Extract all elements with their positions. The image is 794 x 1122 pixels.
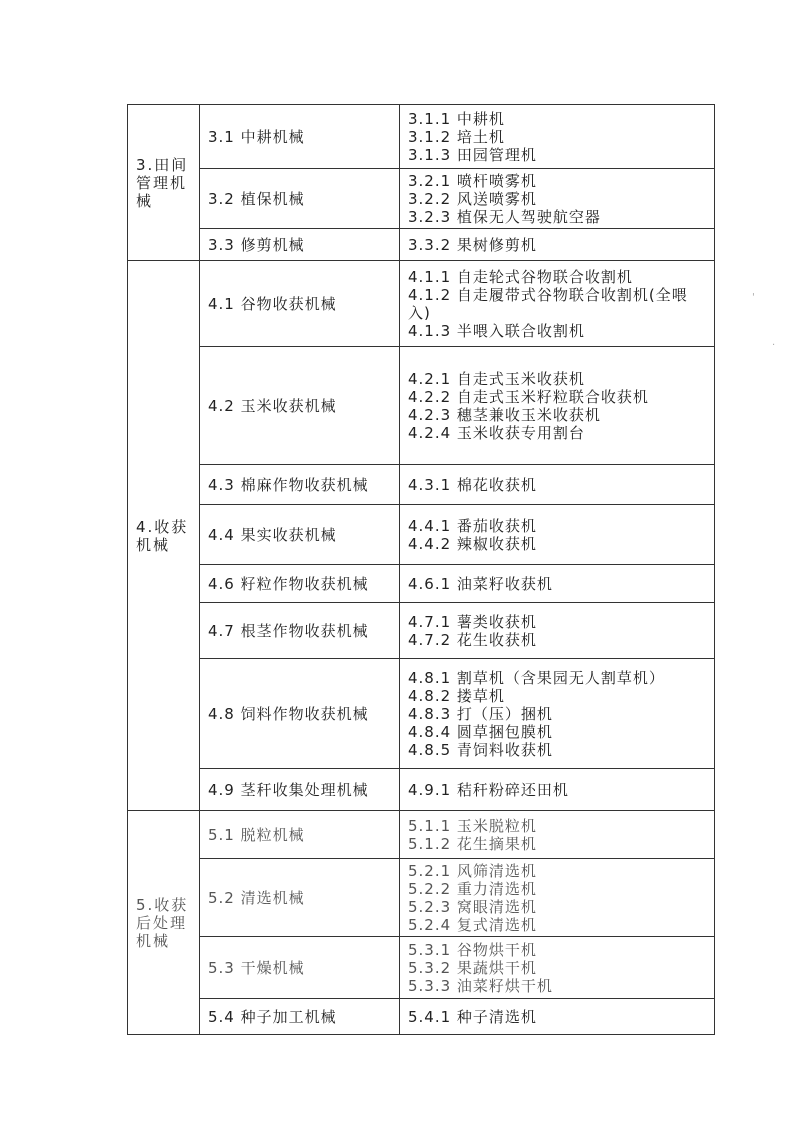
subcategory-cell: 3.3 修剪机械 <box>200 229 400 261</box>
item-text: 5.2.3 窝眼清选机 <box>408 897 537 916</box>
item-text: 5.1.1 玉米脱粒机 <box>408 816 537 835</box>
machinery-catalog-table <box>127 104 715 1035</box>
table-row <box>128 859 715 937</box>
items-cell <box>400 603 715 659</box>
item-text: 5.2.2 重力清选机 <box>408 879 537 898</box>
table-row <box>128 465 715 505</box>
item-text: 4.3.1 棉花收获机 <box>408 475 537 494</box>
table-row <box>128 603 715 659</box>
item-text: 3.1.2 培土机 <box>408 127 505 146</box>
subcategory-cell: 4.3 棉麻作物收获机械 <box>200 465 400 505</box>
subcategory-cell: 4.2 玉米收获机械 <box>200 347 400 465</box>
items-cell <box>400 565 715 603</box>
item-text: 4.2.2 自走式玉米籽粒联合收获机 <box>408 387 649 406</box>
item-text: 4.8.3 打（压）捆机 <box>408 704 553 723</box>
subcategory-cell: 5.3 干燥机械 <box>200 937 400 999</box>
item-text: 3.1.1 中耕机 <box>408 109 505 128</box>
item-text: 4.4.2 辣椒收获机 <box>408 534 537 553</box>
item-text: 4.4.1 番茄收获机 <box>408 516 537 535</box>
item-text: 4.2.4 玉米收获专用割台 <box>408 423 585 442</box>
item-text: 4.1.2 自走履带式谷物联合收割机(全喂入) <box>408 285 688 322</box>
table-row <box>128 105 715 169</box>
item-text: 4.1.1 自走轮式谷物联合收割机 <box>408 267 633 286</box>
table-row <box>128 229 715 261</box>
item-text: 5.1.2 花生摘果机 <box>408 834 537 853</box>
table-row <box>128 565 715 603</box>
item-text: 3.1.3 田园管理机 <box>408 145 537 164</box>
item-text: 5.2.4 复式清选机 <box>408 915 537 934</box>
table-row <box>128 261 715 347</box>
table-row <box>128 505 715 565</box>
category-cell: 3.田间管理机械 <box>128 105 200 261</box>
items-cell <box>400 659 715 769</box>
table-row <box>128 169 715 229</box>
item-text: 4.2.1 自走式玉米收获机 <box>408 369 585 388</box>
subcategory-cell: 3.2 植保机械 <box>200 169 400 229</box>
subcategory-cell: 4.4 果实收获机械 <box>200 505 400 565</box>
item-text: 4.6.1 油菜籽收获机 <box>408 574 553 593</box>
items-cell <box>400 465 715 505</box>
item-text: 5.3.1 谷物烘干机 <box>408 940 537 959</box>
item-text: 4.8.5 青饲料收获机 <box>408 740 553 759</box>
item-text: 4.1.3 半喂入联合收割机 <box>408 321 585 340</box>
item-text: 3.2.2 风送喷雾机 <box>408 189 537 208</box>
scan-speck: · <box>772 340 776 351</box>
item-text: 4.8.1 割草机（含果园无人割草机） <box>408 668 665 687</box>
subcategory-cell: 4.1 谷物收获机械 <box>200 261 400 347</box>
items-cell <box>400 811 715 859</box>
table-row <box>128 999 715 1035</box>
subcategory-cell: 4.8 饲料作物收获机械 <box>200 659 400 769</box>
item-text: 3.2.3 植保无人驾驶航空器 <box>408 207 601 226</box>
items-cell <box>400 505 715 565</box>
item-text: 4.9.1 秸秆粉碎还田机 <box>408 780 569 799</box>
subcategory-cell: 4.7 根茎作物收获机械 <box>200 603 400 659</box>
items-cell <box>400 105 715 169</box>
items-cell <box>400 937 715 999</box>
subcategory-cell: 3.1 中耕机械 <box>200 105 400 169</box>
items-cell <box>400 999 715 1035</box>
items-cell <box>400 261 715 347</box>
item-text: 5.3.3 油菜籽烘干机 <box>408 976 553 995</box>
items-cell <box>400 859 715 937</box>
table-row <box>128 937 715 999</box>
items-cell <box>400 229 715 261</box>
table-row <box>128 769 715 811</box>
table-row <box>128 811 715 859</box>
category-cell: 4.收获机械 <box>128 261 200 811</box>
subcategory-cell: 5.4 种子加工机械 <box>200 999 400 1035</box>
item-text: 4.8.4 圆草捆包膜机 <box>408 722 553 741</box>
item-text: 4.7.2 花生收获机 <box>408 630 537 649</box>
table-row <box>128 347 715 465</box>
item-text: 4.7.1 薯类收获机 <box>408 612 537 631</box>
subcategory-cell: 4.9 茎秆收集处理机械 <box>200 769 400 811</box>
items-cell <box>400 347 715 465</box>
items-cell <box>400 169 715 229</box>
items-cell <box>400 769 715 811</box>
item-text: 3.3.2 果树修剪机 <box>408 235 537 254</box>
item-text: 3.2.1 喷杆喷雾机 <box>408 171 537 190</box>
item-text: 5.2.1 风筛清选机 <box>408 861 537 880</box>
item-text: 4.8.2 搂草机 <box>408 686 505 705</box>
item-text: 5.3.2 果蔬烘干机 <box>408 958 537 977</box>
subcategory-cell: 5.2 清选机械 <box>200 859 400 937</box>
table-row <box>128 659 715 769</box>
subcategory-cell: 5.1 脱粒机械 <box>200 811 400 859</box>
item-text: 4.2.3 穗茎兼收玉米收获机 <box>408 405 601 424</box>
scan-speck: ' <box>752 292 755 303</box>
category-cell: 5.收获后处理机械 <box>128 811 200 1035</box>
subcategory-cell: 4.6 籽粒作物收获机械 <box>200 565 400 603</box>
item-text: 5.4.1 种子清选机 <box>408 1007 537 1026</box>
